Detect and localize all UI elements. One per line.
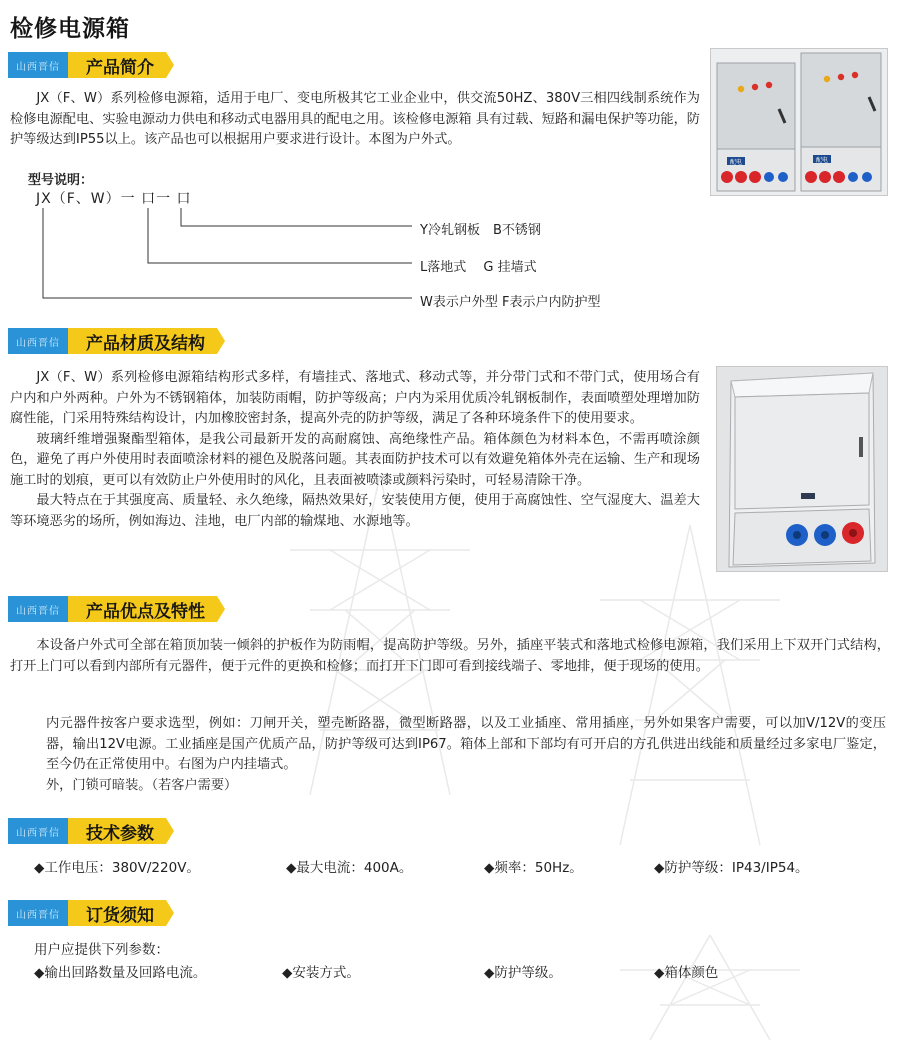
section-header-features: [8, 596, 217, 622]
section-tag: 山西晋信: [8, 328, 68, 354]
section-title-material: 产品材质及结构: [68, 328, 217, 354]
order-item-circuits: ◆输出回路数量及回路电流。: [34, 965, 207, 981]
section-tag: 山西晋信: [8, 900, 68, 926]
features-text-2: 内元器件按客户要求选型，例如：刀闸开关，塑壳断路器，微型断路器，以及工业插座、常用插座，另外如果客户需要，可以加V/12V的变压器，输出12V电源。工业插座是国产优质产品，防护等级可达到IP67。箱体上部和下部均有可开启的方孔供进出线能和质量经过多家电厂鉴定，至今仍在正常使用中。右图为户内挂墙式。: [46, 716, 886, 772]
order-item-install: ◆安装方式。: [282, 965, 360, 981]
order-item-protection: ◆防护等级。: [484, 965, 562, 981]
model-note-type: W表示户外型 F表示户内防护型: [420, 295, 601, 310]
model-code: JX（F、W）一 口一 口: [36, 191, 192, 207]
section-title-features: 产品优点及特性: [68, 596, 217, 622]
page-title: 检修电源箱: [10, 16, 130, 42]
model-title: 型号说明：: [28, 173, 94, 188]
material-text-1: JX（F、W）系列检修电源箱结构形式多样，有墙挂式、落地式、移动式等，并分带门式和不带门式，使用场合有户内和户外两种。户外为不锈钢箱体，加装防雨帽，防护等级高；户内为采用优质冷轧钢板制作，表面喷塑处理增加防腐性能，门采用特殊结构设计，内加橡胶密封条，提高外壳的防护等级，满足了各种环境条件下的使用要求。: [10, 370, 700, 426]
order-item-color: ◆箱体颜色: [654, 965, 719, 981]
plate-right-text: 配电: [815, 157, 829, 164]
section-tag: 山西晋信: [8, 596, 68, 622]
section-tag: 山西晋信: [8, 818, 68, 844]
plate-left-text: 配电: [729, 159, 743, 166]
section-header-tech: [8, 818, 166, 844]
material-paragraphs: [10, 368, 700, 532]
tech-item-current: ◆最大电流：400A。: [286, 860, 413, 876]
features-text-3: 外，门锁可暗装。（若客户需要）: [46, 777, 238, 793]
intro-text: JX（F、W）系列检修电源箱，适用于电厂、变电所极其它工业企业中，供交流50HZ、380V三相四线制系统作为检修电源配电、实验电源动力供电和移动式电器用具的配电之用。该检修电源箱 具有过载、短路和漏电保护等功能，防护等级达到IP55以上。该产品也可以根据用户要求进行设计。本图为户外式。: [10, 91, 700, 147]
tech-item-frequency: ◆频率：50Hz。: [484, 860, 583, 876]
order-intro: 用户应提供下列参数：: [34, 942, 169, 958]
section-tag: 山西晋信: [8, 52, 68, 78]
tower-watermark-bottom: [590, 930, 830, 1040]
section-header-order: [8, 900, 166, 926]
tech-item-voltage: ◆工作电压：380V/220V。: [34, 860, 200, 876]
section-title-tech: 技术参数: [68, 818, 166, 844]
material-text-3: 最大特点在于其强度高、质量轻、永久绝缘，隔热效果好，安装使用方便，使用于高腐蚀性、空气湿度大、温差大等环境恶劣的场所，例如海边、洼地，电厂内部的输煤地、水源地等。: [10, 493, 700, 529]
model-note-install: L落地式 G 挂墙式: [420, 260, 537, 275]
material-text-2: 玻璃纤维增强聚酯型箱体，是我公司最新开发的高耐腐蚀、高绝缘性产品。箱体颜色为材料本色，不需再喷涂颜色，避免了再户外使用时表面喷涂材料的褪色及脱落问题。其表面防护技术可以有效避免箱体外壳在运输、生产和现场施工时的划痕，更可以有效防止户外使用时的风化，且表面被喷漆或颜料污染时，可轻易清除干净。: [10, 431, 700, 488]
features-text-1: 本设备户外式可全部在箱顶加装一倾斜的护板作为防雨帽，提高防护等级。另外，插座平装式和落地式检修电源箱，我们采用上下双开门式结构，打开上门可以看到内部所有元器件，便于元件的更换和检修；而打开下门即可看到接线端子、零地排，便于现场的使用。: [10, 638, 890, 674]
product-photo-indoor: [716, 366, 888, 572]
section-title-intro: 产品简介: [68, 52, 166, 78]
features-paragraph-1: [10, 636, 890, 677]
features-paragraph-2: [46, 714, 886, 796]
tech-item-protection: ◆防护等级：IP43/IP54。: [654, 860, 809, 876]
model-note-material: Y冷轧钢板 B不锈钢: [420, 223, 541, 238]
section-title-order: 订货须知: [68, 900, 166, 926]
section-header-material: [8, 328, 217, 354]
